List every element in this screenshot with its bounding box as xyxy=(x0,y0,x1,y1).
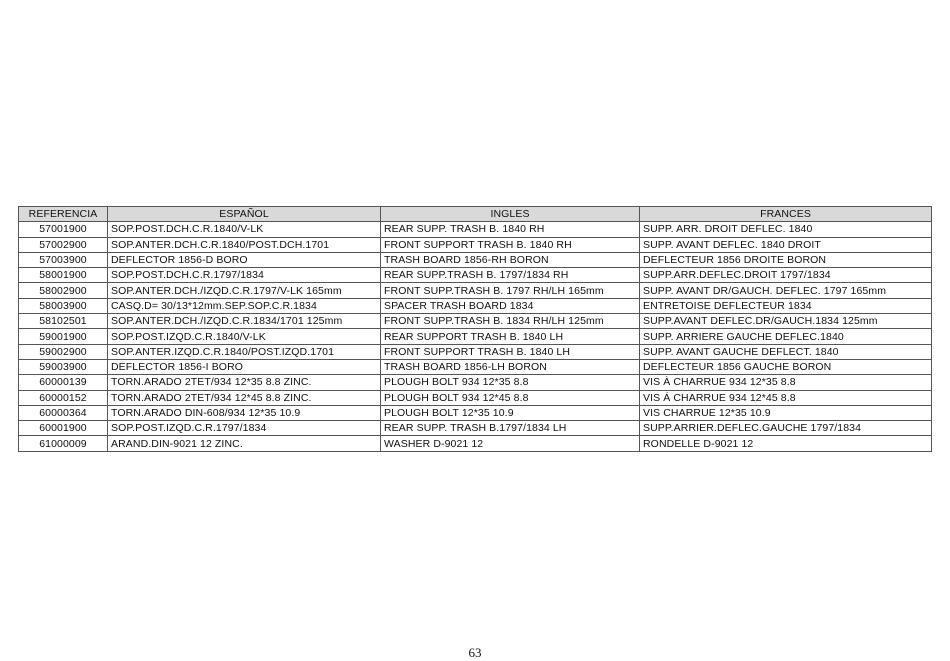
cell-ingles: FRONT SUPPORT TRASH B. 1840 RH xyxy=(381,237,640,252)
table-row xyxy=(19,375,932,390)
cell-referencia: 60000139 xyxy=(19,375,108,390)
cell-ingles: REAR SUPP. TRASH B. 1840 RH xyxy=(381,222,640,237)
header-referencia: REFERENCIA xyxy=(19,207,108,222)
table-row xyxy=(19,252,932,267)
cell-frances: SUPP. ARR. DROIT DEFLEC. 1840 xyxy=(640,222,932,237)
cell-frances: DEFLECTEUR 1856 GAUCHE BORON xyxy=(640,359,932,374)
table-row xyxy=(19,268,932,283)
cell-frances: SUPP.ARR.DEFLEC.DROIT 1797/1834 xyxy=(640,268,932,283)
cell-frances: SUPP. AVANT DR/GAUCH. DEFLEC. 1797 165mm xyxy=(640,283,932,298)
cell-referencia: 59002900 xyxy=(19,344,108,359)
cell-referencia: 59003900 xyxy=(19,359,108,374)
cell-ingles: FRONT SUPP.TRASH B. 1797 RH/LH 165mm xyxy=(381,283,640,298)
cell-referencia: 61000009 xyxy=(19,436,108,451)
cell-espanol: SOP.POST.IZQD.C.R.1797/1834 xyxy=(108,421,381,436)
table-row xyxy=(19,222,932,237)
cell-ingles: TRASH BOARD 1856-RH BORON xyxy=(381,252,640,267)
cell-referencia: 58102501 xyxy=(19,314,108,329)
cell-espanol: SOP.POST.DCH.C.R.1797/1834 xyxy=(108,268,381,283)
cell-referencia: 59001900 xyxy=(19,329,108,344)
cell-referencia: 60000364 xyxy=(19,405,108,420)
cell-referencia: 57002900 xyxy=(19,237,108,252)
table-row xyxy=(19,283,932,298)
cell-frances: VIS À CHARRUE 934 12*35 8.8 xyxy=(640,375,932,390)
cell-frances: SUPP.ARRIER.DEFLEC.GAUCHE 1797/1834 xyxy=(640,421,932,436)
cell-ingles: TRASH BOARD 1856-LH BORON xyxy=(381,359,640,374)
cell-ingles: FRONT SUPPORT TRASH B. 1840 LH xyxy=(381,344,640,359)
cell-ingles: PLOUGH BOLT 934 12*35 8.8 xyxy=(381,375,640,390)
cell-frances: VIS CHARRUE 12*35 10.9 xyxy=(640,405,932,420)
table-row xyxy=(19,359,932,374)
cell-ingles: WASHER D-9021 12 xyxy=(381,436,640,451)
cell-referencia: 57003900 xyxy=(19,252,108,267)
cell-referencia: 60001900 xyxy=(19,421,108,436)
cell-frances: RONDELLE D-9021 12 xyxy=(640,436,932,451)
cell-frances: SUPP.AVANT DEFLEC.DR/GAUCH.1834 125mm xyxy=(640,314,932,329)
cell-ingles: REAR SUPPORT TRASH B. 1840 LH xyxy=(381,329,640,344)
parts-table xyxy=(18,206,932,452)
cell-frances: SUPP. AVANT GAUCHE DEFLECT. 1840 xyxy=(640,344,932,359)
cell-espanol: SOP.POST.IZQD.C.R.1840/V-LK xyxy=(108,329,381,344)
cell-espanol: CASQ.D= 30/13*12mm.SEP.SOP.C.R.1834 xyxy=(108,298,381,313)
cell-ingles: REAR SUPP.TRASH B. 1797/1834 RH xyxy=(381,268,640,283)
table-row xyxy=(19,329,932,344)
cell-ingles: SPACER TRASH BOARD 1834 xyxy=(381,298,640,313)
table-row xyxy=(19,405,932,420)
table-row xyxy=(19,436,932,451)
table-row xyxy=(19,314,932,329)
cell-espanol: TORN.ARADO 2TET/934 12*45 8.8 ZINC. xyxy=(108,390,381,405)
cell-ingles: PLOUGH BOLT 934 12*45 8.8 xyxy=(381,390,640,405)
table-row xyxy=(19,421,932,436)
cell-frances: VIS Á CHARRUE 934 12*45 8.8 xyxy=(640,390,932,405)
header-frances: FRANCES xyxy=(640,207,932,222)
table-row xyxy=(19,298,932,313)
table-body xyxy=(19,222,932,451)
cell-ingles: FRONT SUPP.TRASH B. 1834 RH/LH 125mm xyxy=(381,314,640,329)
cell-espanol: SOP.ANTER.DCH./IZQD.C.R.1834/1701 125mm xyxy=(108,314,381,329)
cell-frances: SUPP. AVANT DEFLEC. 1840 DROIT xyxy=(640,237,932,252)
cell-espanol: TORN.ARADO 2TET/934 12*35 8.8 ZINC. xyxy=(108,375,381,390)
cell-frances: SUPP. ARRIERE GAUCHE DEFLEC.1840 xyxy=(640,329,932,344)
cell-espanol: DEFLECTOR 1856-D BORO xyxy=(108,252,381,267)
cell-espanol: TORN.ARADO DIN-608/934 12*35 10.9 xyxy=(108,405,381,420)
page-number: 63 xyxy=(468,645,482,660)
cell-referencia: 58002900 xyxy=(19,283,108,298)
cell-espanol: DEFLECTOR 1856-I BORO xyxy=(108,359,381,374)
cell-referencia: 58003900 xyxy=(19,298,108,313)
table-row xyxy=(19,390,932,405)
table-row xyxy=(19,237,932,252)
cell-ingles: PLOUGH BOLT 12*35 10.9 xyxy=(381,405,640,420)
cell-referencia: 58001900 xyxy=(19,268,108,283)
cell-espanol: SOP.ANTER.IZQD.C.R.1840/POST.IZQD.1701 xyxy=(108,344,381,359)
cell-frances: ENTRETOISE DEFLECTEUR 1834 xyxy=(640,298,932,313)
header-espanol: ESPAÑOL xyxy=(108,207,381,222)
cell-frances: DEFLECTEUR 1856 DROITE BORON xyxy=(640,252,932,267)
table-row xyxy=(19,344,932,359)
cell-ingles: REAR SUPP. TRASH B.1797/1834 LH xyxy=(381,421,640,436)
cell-espanol: SOP.POST.DCH.C.R.1840/V-LK xyxy=(108,222,381,237)
table-header-row xyxy=(19,207,932,222)
cell-espanol: SOP.ANTER.DCH.C.R.1840/POST.DCH.1701 xyxy=(108,237,381,252)
cell-espanol: SOP.ANTER.DCH./IZQD.C.R.1797/V-LK 165mm xyxy=(108,283,381,298)
cell-referencia: 60000152 xyxy=(19,390,108,405)
cell-referencia: 57001900 xyxy=(19,222,108,237)
cell-espanol: ARAND.DIN-9021 12 ZINC. xyxy=(108,436,381,451)
header-ingles: INGLES xyxy=(381,207,640,222)
